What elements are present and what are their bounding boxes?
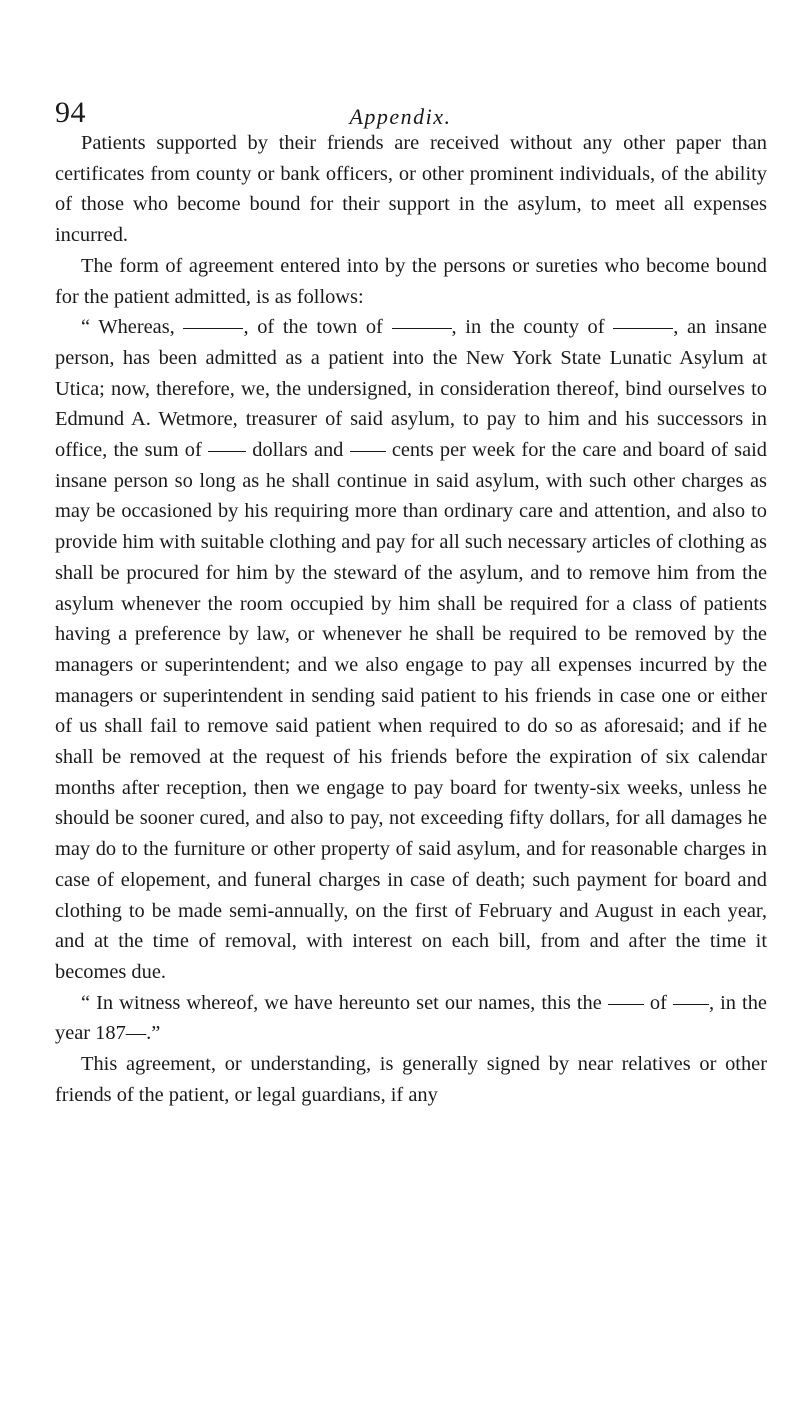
page-number: 94 (55, 96, 86, 129)
agreement-segment: “ Whereas, (81, 316, 175, 339)
blank-line (183, 328, 243, 329)
blank-line (613, 328, 673, 329)
blank-line (350, 451, 386, 452)
agreement-segment: cents per week for the care and board of said insane person so long as he shall continue in said asylum, with such other charges as may be occasioned by his requiring more than ordinary care and attention, and also to provide him with suitable clothing and pay for all such necessary articles of clothing as shall be procured for him by the steward of the asylum, and to remove him from the asylum whenever the room occupied by him shall be required for a class of patients having a preference by law, or whenever he shall be required to be removed by the managers or superintendent; and we also engage to pay all expenses incurred by the managers or superintendent in sending said patient to his friends in case one or either of us shall fail to remove said patient when required to do so as aforesaid; and if he shall be removed at the request of his friends before the expiration of six calendar months after reception, then we engage to pay board for twenty-six weeks, unless he should be sooner cured, and also to pay, not exceeding fifty dollars, for all damages he may do to the furniture or other property of said asylum, and for reasonable charges in case of elopement, and funeral charges in case of death; such payment for board and clothing to be made semi-annually, on the first of February and August in each year, and at the time of removal, with interest on each bill, from and after the time it becomes due. (55, 439, 767, 983)
agreement-segment: , an insane person, has been admitted as a patient into the New York State Lunatic Asylum at Utica; now, therefore, we, the undersigned, in consideration thereof, bind ourselves to Edmund A. Wetmore, treasurer of said asylum, to pay to him and his successors in office, the sum of (55, 316, 767, 462)
body-text (55, 128, 767, 1111)
paragraph-agreement-text (55, 312, 767, 987)
witness-segment: , in the year 187—.” (55, 991, 767, 1045)
witness-segment: of (649, 991, 667, 1014)
agreement-segment: , in the county of (451, 316, 605, 339)
agreement-segment: dollars and (252, 439, 344, 462)
blank-line (392, 328, 452, 329)
blank-line (673, 1004, 709, 1005)
paragraph-witness (55, 988, 767, 1049)
blank-line (208, 451, 246, 452)
paragraph-patients-supported: Patients supported by their friends are received without any other paper than certificates from county or bank officers, or other prominent individuals, of the ability of those who become bound for their support in the asylum, to meet all expenses incurred. (55, 132, 767, 247)
blank-line (608, 1004, 644, 1005)
paragraph-form-of-agreement: The form of agreement entered into by the persons or sureties who become bound for the patient admitted, is as follows: (55, 254, 767, 308)
agreement-segment: , of the town of (243, 316, 383, 339)
running-title: Appendix. (349, 104, 452, 129)
paragraph-agreement-signed: This agreement, or understanding, is generally signed by near relatives or other friends of the patient, or legal guardians, if any (55, 1053, 767, 1106)
witness-segment: “ In witness whereof, we have hereunto set our names, this the (81, 991, 602, 1014)
